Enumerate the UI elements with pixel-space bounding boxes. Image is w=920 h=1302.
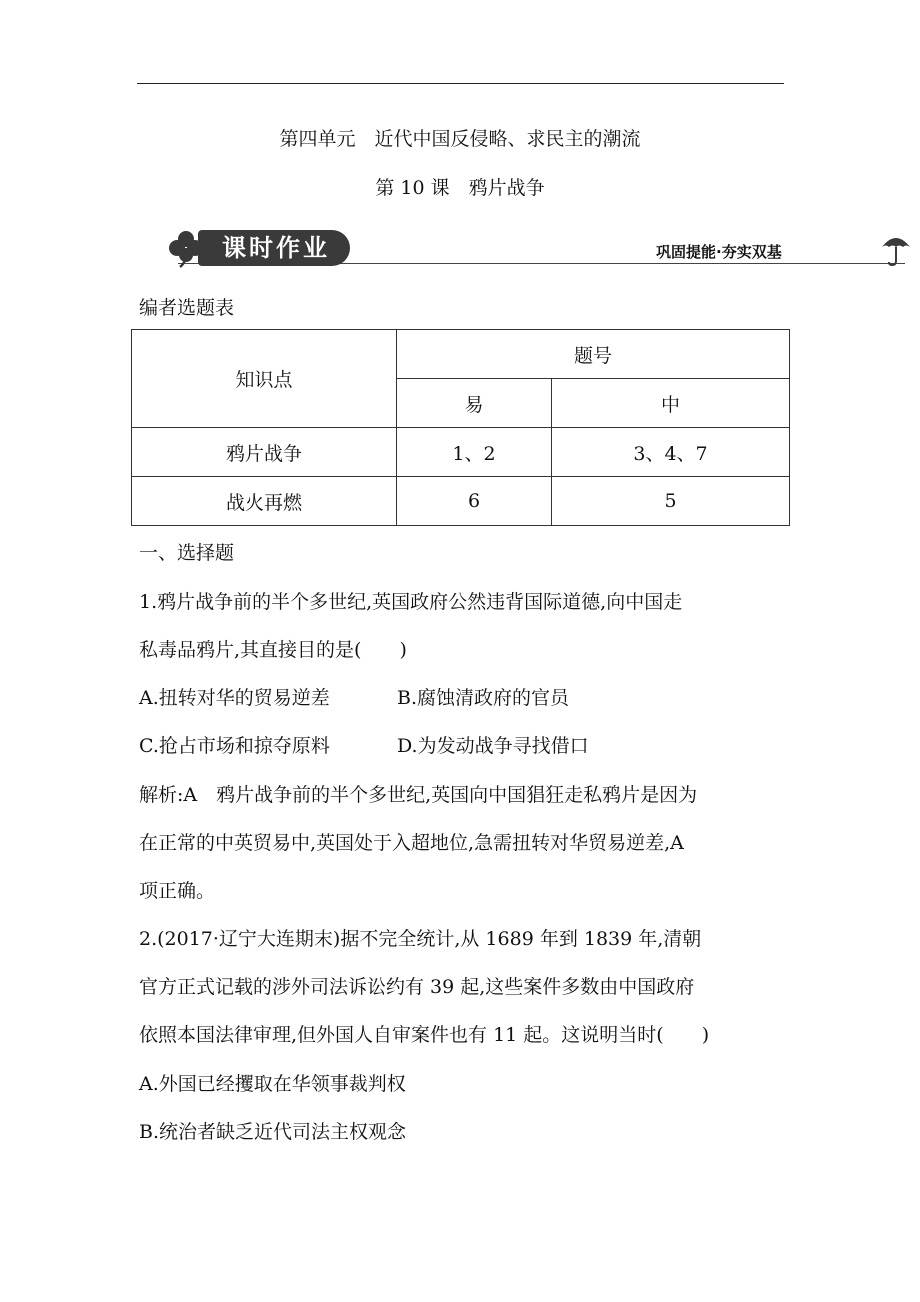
umbrella-icon [880,233,912,267]
q1-analysis-line: 在正常的中英贸易中,英国处于入超地位,急需扭转对华贸易逆差,A [139,832,684,854]
table-row [132,477,790,526]
q1-option-a: A.扭转对华的贸易逆差 [139,687,330,709]
header-knowledge-point: 知识点 [132,330,397,428]
section-heading: 一、选择题 [139,542,235,564]
row-easy: 6 [397,477,552,526]
q2-stem-line: 官方正式记载的涉外司法诉讼约有 39 起,这些案件多数由中国政府 [139,976,695,998]
row-topic: 鸦片战争 [132,428,397,477]
unit-title: 第四单元 近代中国反侵略、求民主的潮流 [279,128,641,150]
q1-option-c: C.抢占市场和掠夺原料 [139,735,330,757]
q1-option-b: B.腐蚀清政府的官员 [397,687,570,709]
lesson-title: 第 10 课 鸦片战争 [375,177,545,199]
q1-analysis-line: 项正确。 [139,880,216,902]
q1-analysis-line: 解析:A 鸦片战争前的半个多世纪,英国向中国猖狂走私鸦片是因为 [139,784,698,806]
banner-slogan: 巩固提能·夯实双基 [656,243,782,261]
row-easy: 1、2 [397,428,552,477]
banner-label: 课时作业 [222,234,330,262]
table-row [132,428,790,477]
q2-option-a: A.外国已经攫取在华领事裁判权 [139,1073,406,1095]
table-caption: 编者选题表 [139,297,235,319]
q1-stem-line: 私毒品鸦片,其直接目的是( ) [139,639,407,661]
header-question-number: 题号 [397,330,790,379]
row-topic: 战火再燃 [132,477,397,526]
q1-option-d: D.为发动战争寻找借口 [397,735,589,757]
q2-option-b: B.统治者缺乏近代司法主权观念 [139,1121,407,1143]
q2-stem-line: 2.(2017·辽宁大连期末)据不完全统计,从 1689 年到 1839 年,清朝 [139,928,702,950]
header-medium: 中 [552,379,790,428]
row-medium: 3、4、7 [552,428,790,477]
q1-stem-line: 1.鸦片战争前的半个多世纪,英国政府公然违背国际道德,向中国走 [139,591,683,613]
header-rule [137,83,784,84]
question-selection-table [131,329,790,526]
row-medium: 5 [552,477,790,526]
header-easy: 易 [397,379,552,428]
q2-stem-line: 依照本国法律审理,但外国人自审案件也有 11 起。这说明当时( ) [139,1024,710,1046]
